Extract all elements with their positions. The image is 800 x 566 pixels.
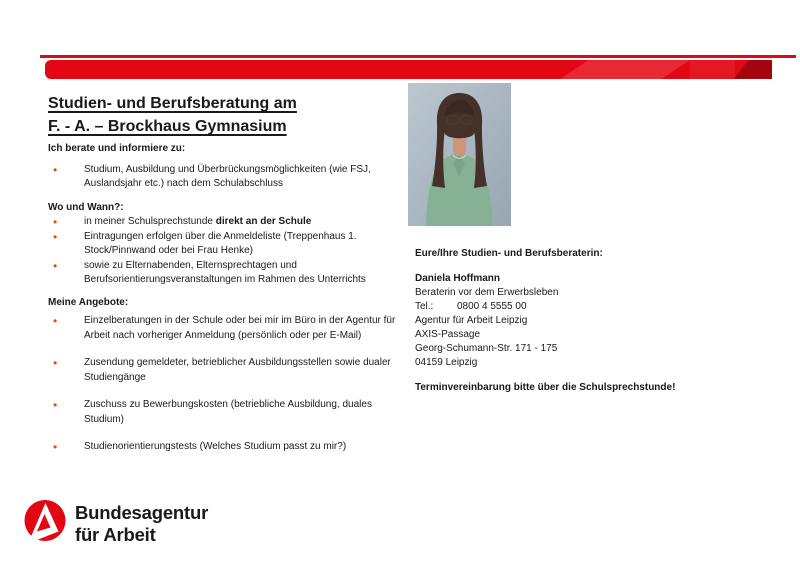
bullet-item [48,163,396,192]
bullet-text: Studium, Ausbildung und Überbrückungsmöglichkeiten (wie FSJ, Auslandsjahr etc.) nach dem Schulabschluss [84,163,371,189]
banner-arrow-mid [690,60,735,79]
content-column [48,92,396,468]
bullet-text: Eintragungen erfolgen über die Anmeldeliste (Treppenhaus 1. Stock/Pinnwand oder bei Frau Henke) [84,230,357,256]
bullet-item [48,259,396,288]
banner-arrow-light [560,60,690,79]
bullet-item [48,314,396,343]
address-line: Agentur für Arbeit Leipzig [415,315,528,326]
bundesagentur-logo [23,500,208,552]
bullet-text: in meiner Schulsprechstunde direkt an der Schule [84,216,312,227]
banner-ribbon [45,60,772,79]
bullet-icon: • [53,258,58,273]
advisor-name: Daniela Hoffmann [415,273,501,284]
advisor-details [415,272,725,370]
bullet-text: Studienorientierungstests (Welches Studium passt zu mir?) [84,441,347,452]
logo-line-1: Bundesagentur [75,502,209,523]
address-line: Georg-Schumann-Str. 171 - 175 [415,343,558,354]
advisor-role: Beraterin vor dem Erwerbsleben [415,287,559,298]
advisor-photo [408,83,511,226]
banner-top-line [40,55,796,58]
bullet-icon: • [53,314,58,328]
bullet-icon: • [53,229,58,244]
logo-line-2: für Arbeit [75,524,156,545]
section-heading: Meine Angebote: [48,296,129,308]
address-line: 04159 Leipzig [415,357,478,368]
contact-column [415,247,725,395]
section-where-when [48,201,396,288]
bullet-icon: • [53,356,58,370]
page-title [48,92,396,138]
logo-a-icon [23,500,67,552]
advisor-phone-row [415,300,725,314]
advisor-heading: Eure/Ihre Studien- und Berufsberaterin: [415,248,603,259]
bullet-item [48,440,396,455]
section-heading: Ich berate und informiere zu: [48,143,186,154]
bullet-text: Zuschuss zu Bewerbungskosten (betriebliche Ausbildung, duales Studium) [84,399,372,425]
appointment-note: Terminvereinbarung bitte über die Schulsprechstunde! [415,382,676,393]
phone-number: 0800 4 5555 00 [457,301,527,312]
banner-arrow-dark [734,60,772,79]
bullet-icon: • [53,162,58,177]
title-line-2: F. - A. – Brockhaus Gymnasium [48,118,287,135]
bullet-icon: • [53,215,58,229]
bullet-item [48,356,396,385]
phone-label: Tel.: [415,301,434,312]
section-offers [48,296,396,455]
bullet-item [48,230,396,259]
logo-wordmark [75,502,208,552]
address-line: AXIS-Passage [415,329,481,340]
title-line-1: Studien- und Berufsberatung am [48,95,297,112]
section-advise [48,142,396,192]
bullet-item [48,398,396,427]
bullet-text: Zusendung gemeldeter, betrieblicher Ausbildungsstellen sowie dualer Studiengänge [84,357,391,383]
section-heading: Wo und Wann?: [48,201,124,213]
bullet-text: Einzelberatungen in der Schule oder bei mir im Büro in der Agentur für Arbeit nach vorheriger Anmeldung (persönlich oder per E-Mail) [84,315,396,341]
bullet-icon: • [53,440,58,454]
bullet-text: sowie zu Elternabenden, Elternsprechtagen und Berufsorientierungsveranstaltungen im Rahmen des Unterrichts [84,259,366,285]
bullet-item [48,215,396,230]
bullet-icon: • [53,398,58,412]
